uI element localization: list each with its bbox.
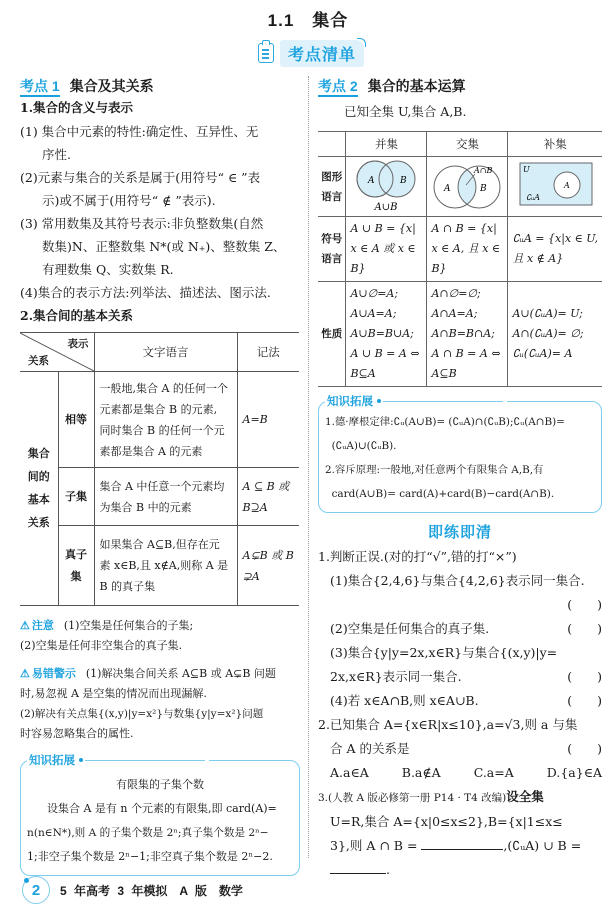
item-text: 2x,x∈R}表示同一集合. xyxy=(330,669,462,684)
label-line: 语言 xyxy=(321,253,343,265)
knowledge-extension-left xyxy=(20,755,300,876)
stem-text: ,(∁ᵤA) ∪ B = xyxy=(503,838,582,853)
union-venn-diagram xyxy=(346,157,426,213)
answer-paren[interactable]: ( ) xyxy=(567,741,602,756)
union-venn-cell xyxy=(346,157,427,217)
desc-line: 为集合 B 中的元素 xyxy=(99,500,192,514)
cell-line: A∪B=B∪A; xyxy=(350,327,414,340)
complement-caption: ∁ᵤA xyxy=(526,193,541,202)
row-label xyxy=(318,217,346,282)
extension-heading: 有限集的子集个数 xyxy=(116,778,204,791)
table-row xyxy=(20,468,299,526)
question-line: U=R,集合 A={x|0≤x≤2},B={x|1≤x≤ xyxy=(330,814,563,829)
cell-line: ∁ᵤA = {x|x ∈ U, xyxy=(512,232,598,245)
extension-title xyxy=(325,393,507,409)
subheading-relations: 2.集合间的基本关系 xyxy=(20,308,134,323)
text-line: (1) 集合中元素的特性:确定性、互异性、无 xyxy=(20,124,259,139)
notice-label-text: 注意 xyxy=(31,620,54,632)
page-number: 2 xyxy=(22,876,50,904)
row-notation xyxy=(237,526,299,606)
dot-icon xyxy=(377,399,381,403)
question-3 xyxy=(318,785,602,882)
label-a: A xyxy=(444,184,451,194)
extension-text: 2.容斥原理:一般地,对任意两个有限集合 A,B,有 xyxy=(325,464,544,476)
stem-text: 合 A 的关系是 xyxy=(330,741,410,756)
table-row xyxy=(20,372,299,468)
question-item: (3)集合{y|y=2x,x∈R}与集合{(x,y)|y= xyxy=(330,645,558,660)
book-title: 5 年高考 3 年模拟 A 版 数学 xyxy=(60,883,243,898)
group-label-line: 间的 xyxy=(27,470,50,483)
notation-line: A⊊B 或 B xyxy=(242,548,294,562)
row-label-subset: 子集 xyxy=(58,468,94,526)
stem-text: . xyxy=(386,862,390,877)
left-column xyxy=(20,76,300,876)
row-desc xyxy=(94,468,237,526)
corner-top-label: 表示 xyxy=(67,338,89,350)
intersection-props-cell xyxy=(427,282,508,387)
text-line: (4)集合的表示方法:列举法、描述法、图示法. xyxy=(20,285,271,300)
desc-line: 如果集合 A⊆B,但存在元 xyxy=(99,538,220,551)
label-a: A xyxy=(564,181,570,190)
extension-text: 1.德·摩根定律:∁ᵤ(A∪B)= (∁ᵤA)∩(∁ᵤB);∁ᵤ(A∩B)= xyxy=(325,416,565,428)
table-header-row xyxy=(20,333,299,372)
label-line: 图形 xyxy=(321,170,343,183)
intersection-caption: A∩B xyxy=(474,166,493,175)
cell-line: B} xyxy=(431,262,447,275)
cell-line: A ∪ B = {x| xyxy=(350,222,416,235)
text-line: 有理数集 Q、实数集 R. xyxy=(42,262,174,277)
label-line: 集 xyxy=(70,570,82,583)
notice-label xyxy=(20,620,54,632)
group-label-line: 基本 xyxy=(27,493,50,506)
column-divider xyxy=(308,76,309,858)
subheading-meaning: 1.集合的含义与表示 xyxy=(20,100,134,115)
mistake-text: (2)解决有关点集{(x,y)|y=x²}与数集{y|y=x²}问题 xyxy=(20,708,264,720)
complement-venn-diagram xyxy=(512,157,598,213)
mistake-line xyxy=(20,664,300,684)
option-b[interactable]: B.a∉A xyxy=(401,765,441,780)
answer-paren[interactable]: ( ) xyxy=(567,693,602,708)
cell-line: B} xyxy=(350,262,366,275)
complement-props-cell xyxy=(508,282,602,387)
table-row-symbol xyxy=(318,217,602,282)
col-header-notation: 记法 xyxy=(237,333,299,372)
section-2-heading xyxy=(318,76,602,96)
col-header-intersection: 交集 xyxy=(427,132,508,157)
desc-line: 素都是集合 A 的元素 xyxy=(99,444,203,458)
question-item xyxy=(318,689,602,713)
notice-line xyxy=(20,616,300,636)
text-line: (2)元素与集合的关系是属于(用符号“ ∈ ”表 xyxy=(20,170,261,185)
header-blank xyxy=(318,132,346,157)
row-desc xyxy=(94,372,237,468)
banner-label: 考点清单 xyxy=(280,40,364,67)
cell-line: 且 x ∉ A} xyxy=(512,252,564,265)
cell-line: A⊆B xyxy=(431,367,457,380)
text-line: 数集)N、正整数集 N*(或 N₊)、整数集 Z、 xyxy=(42,239,286,254)
row-desc xyxy=(94,526,237,606)
knowledge-extension-right xyxy=(318,396,602,513)
cell-line: A ∪ B = A ⇔ xyxy=(350,347,420,360)
cell-line: A∪A=A; xyxy=(350,307,397,320)
cell-line: A∩(∁ᵤA)= ∅; xyxy=(512,327,584,340)
label-line: 真子 xyxy=(65,548,87,561)
group-label xyxy=(20,372,58,606)
label-b: B xyxy=(480,184,488,194)
option-d[interactable]: D.{a}∈A xyxy=(546,765,602,780)
answer-line xyxy=(318,593,602,617)
practice-title: 即练即清 xyxy=(427,524,492,541)
label-b: B xyxy=(400,176,408,186)
cell-line: ∁ᵤ(∁ᵤA)= A xyxy=(512,347,573,360)
extension-text: 设集合 A 是有 n 个元素的有限集,即 card(A)= xyxy=(47,802,277,815)
extension-text: card(A∪B)= card(A)+card(B)−card(A∩B). xyxy=(325,488,555,500)
text-line: 示)或不属于(用符号“ ∉ ”表示). xyxy=(42,193,216,208)
options-row xyxy=(318,761,602,785)
mistake-label xyxy=(20,668,76,680)
desc-line: 一般地,集合 A 的任何一个 xyxy=(99,381,228,395)
group-label-line: 关系 xyxy=(27,516,50,529)
notation-line: ⊋A xyxy=(242,569,260,583)
option-a[interactable]: A.a∈A xyxy=(330,765,369,780)
notation-line: B⊇A xyxy=(242,500,268,514)
cell-line: A∩∅=∅; xyxy=(431,287,481,300)
question-item xyxy=(318,665,602,689)
question-stem: 2.已知集合 A={x∈R|x≤10},a=√3,则 a 与集 xyxy=(318,717,578,732)
label-a: A xyxy=(368,176,375,186)
question-1 xyxy=(318,545,602,713)
question-2 xyxy=(318,713,602,785)
notice-block xyxy=(20,616,300,656)
mistake-text: (1)解决集合间关系 A⊆B 或 A⊊B 问题 xyxy=(85,667,276,680)
section-2-title: 集合的基本运算 xyxy=(367,78,466,94)
col-header-text: 文字语言 xyxy=(94,333,237,372)
extension-text: n(n∈N*),则 A 的子集个数是 2ⁿ;真子集个数是 2ⁿ− xyxy=(27,827,269,839)
mistake-text: 时容易忽略集合的属性. xyxy=(20,727,134,740)
answer-paren[interactable]: ( ) xyxy=(567,597,602,612)
mistake-label-text: 易错警示 xyxy=(31,668,76,680)
question-line xyxy=(318,858,602,882)
question-item: (1)集合{2,4,6}与集合{4,2,6}表示同一集合. xyxy=(330,573,585,588)
extension-text: (∁ᵤA)∪(∁ᵤB). xyxy=(325,440,397,452)
cell-line: B⊆A xyxy=(350,367,376,380)
relations-table xyxy=(20,332,299,606)
mistake-block xyxy=(20,664,300,744)
row-label: 性质 xyxy=(318,282,346,387)
extension-title xyxy=(27,752,209,768)
section-2-tag: 考点 2 xyxy=(318,78,358,97)
row-label-proper-subset xyxy=(58,526,94,606)
operations-table xyxy=(318,131,602,387)
answer-paren[interactable]: ( ) xyxy=(567,621,602,636)
title-rule xyxy=(85,760,205,761)
desc-line: 元素都是集合 B 的元素, xyxy=(99,402,218,416)
intersection-venn-cell xyxy=(427,157,508,217)
option-c[interactable]: C.a=A xyxy=(473,765,514,780)
cell-line: x ∈ A 或 x ∈ xyxy=(350,242,416,255)
section-1-tag: 考点 1 xyxy=(20,78,60,97)
label-line: 语言 xyxy=(321,190,343,203)
cell-line: A∪(∁ᵤA)= U; xyxy=(512,307,583,320)
right-column xyxy=(318,76,602,882)
question-source: 3.(人教 A 版必修第一册 P14 · T4 改编) xyxy=(318,792,507,804)
section-banner xyxy=(258,41,364,65)
intersection-symbol-cell xyxy=(427,217,508,282)
text-line: 序性. xyxy=(42,147,71,162)
dot-icon xyxy=(79,758,83,762)
row-label xyxy=(318,157,346,217)
item-text: (4)若 x∈A∩B,则 x∈A∪B. xyxy=(330,693,479,708)
table-row-properties xyxy=(318,282,602,387)
section-1-heading xyxy=(20,76,300,96)
corner-cell xyxy=(20,333,94,372)
cell-line: A∩B=B∩A; xyxy=(431,327,495,340)
cell-line: A∪∅=A; xyxy=(350,287,399,300)
circle-b xyxy=(379,161,415,197)
cell-line: A∩A=A; xyxy=(431,307,478,320)
table-row-diagram xyxy=(318,157,602,217)
page-title: 1.1 集合 xyxy=(267,11,349,30)
stem-text: 设全集 xyxy=(506,789,544,804)
complement-venn-cell xyxy=(508,157,602,217)
row-label-equal: 相等 xyxy=(58,372,94,468)
desc-line: 素 x∈B,且 x∉A,则称 A 是 xyxy=(99,559,229,572)
row-notation xyxy=(237,468,299,526)
question-stem xyxy=(318,785,602,810)
row-notation: A=B xyxy=(237,372,299,468)
label-line: 符号 xyxy=(321,233,343,245)
table-row xyxy=(20,526,299,606)
union-symbol-cell xyxy=(346,217,427,282)
title-rule xyxy=(383,401,503,402)
question-item xyxy=(318,617,602,641)
complement-symbol-cell xyxy=(508,217,602,282)
item-text: (2)空集是任何集合的真子集. xyxy=(330,621,490,636)
notation-line: A ⊆ B 或 xyxy=(242,479,290,493)
col-header-union: 并集 xyxy=(346,132,427,157)
union-props-cell xyxy=(346,282,427,387)
warning-icon: ⚠ xyxy=(20,668,30,680)
extension-title-text: 知识拓展 xyxy=(29,755,75,767)
section-1-title: 集合及其关系 xyxy=(69,78,154,94)
notice-text: (2)空集是任何非空集合的真子集. xyxy=(20,639,183,652)
table-header-row xyxy=(318,132,602,157)
desc-line: 集合 A 中任意一个元素均 xyxy=(99,479,225,493)
extension-title-text: 知识拓展 xyxy=(327,396,373,408)
desc-line: B 的真子集 xyxy=(99,580,156,593)
desc-line: 同时集合 B 的任何一个元 xyxy=(99,423,225,437)
cell-line: x ∈ A, 且 x ∈ xyxy=(431,242,501,255)
col-header-complement: 补集 xyxy=(508,132,602,157)
cell-line: A ∩ B = {x| xyxy=(431,222,497,235)
extension-text: 1;非空子集个数是 2ⁿ−1;非空真子集个数是 2ⁿ−2. xyxy=(27,850,273,863)
corner-bottom-label: 关系 xyxy=(28,355,49,367)
question-stem: 1.判断正误.(对的打“√”,错的打“×”) xyxy=(318,549,517,564)
intersection-venn-diagram xyxy=(427,157,507,213)
warning-icon: ⚠ xyxy=(20,620,30,632)
question-stem-cont xyxy=(318,737,602,761)
label-u: U xyxy=(523,165,530,174)
group-label-line: 集合 xyxy=(27,447,50,460)
union-caption: A∪B xyxy=(374,202,398,213)
answer-blank-1[interactable] xyxy=(421,838,503,850)
answer-paren[interactable]: ( ) xyxy=(567,669,602,684)
answer-blank-2[interactable] xyxy=(330,862,386,874)
page-footer xyxy=(22,876,243,904)
question-line xyxy=(318,834,602,858)
intro-line: 已知全集 U,集合 A,B. xyxy=(344,104,467,119)
mistake-text: 时,易忽视 A 是空集的情况而出现漏解. xyxy=(20,687,207,700)
text-line: (3) 常用数集及其符号表示:非负整数集(自然 xyxy=(20,216,264,231)
cell-line: A ∩ B = A ⇔ xyxy=(431,347,501,360)
notice-text: (1)空集是任何集合的子集; xyxy=(63,619,194,632)
clipboard-icon xyxy=(258,43,274,63)
stem-text: 3},则 A ∩ B = xyxy=(330,838,418,853)
